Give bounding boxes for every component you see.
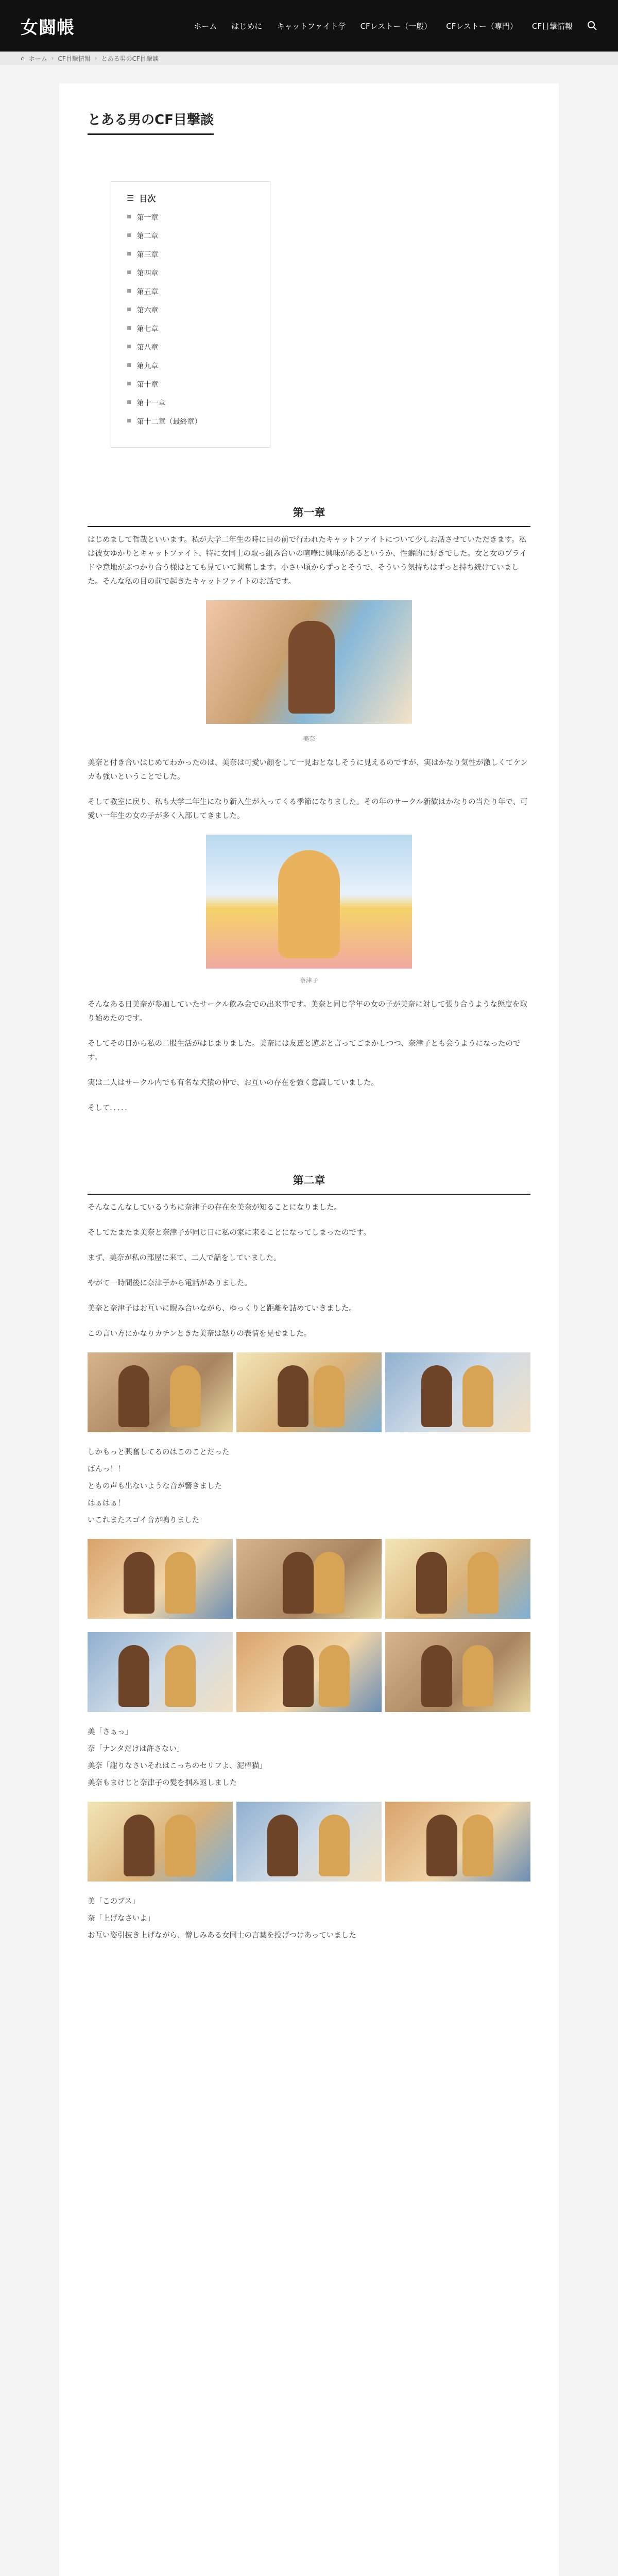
paragraph: 美奈と付き合いはじめてわかったのは、美奈は可愛い顔をして一見おとなしそうに見えるのですが、実はかなり気性が激しくてケンカも強いということでした。 <box>88 759 528 781</box>
toc-item[interactable] <box>127 286 254 297</box>
dialogue-line: 美「このブス」 <box>88 1897 140 1906</box>
article <box>59 83 559 2576</box>
toc-item[interactable] <box>127 342 254 352</box>
toc-item-label: 第十二章（最終章） <box>136 418 202 426</box>
toc-item[interactable] <box>127 268 254 278</box>
page-title: とある男のCF目撃談 <box>88 109 214 135</box>
paragraph: やがて一時間後に奈津子から電話がありました。 <box>88 1279 252 1287</box>
image-row <box>88 1539 530 1619</box>
scene-image <box>236 1539 382 1619</box>
scene-image <box>236 1802 382 1882</box>
bullet-icon: ▪ <box>127 305 132 313</box>
dialogue-line: 美「さぁっ」 <box>88 1728 132 1736</box>
search-icon[interactable] <box>587 21 597 31</box>
paragraph: はじめまして哲哉といいます。私が大学二年生の時に目の前で行われたキャットファイトについて少しお話させていただきます。私は彼女ゆかりとキャットファイト、特に女同士の取っ組み合いの喧嘩に興味があるというか、性癖的に好きでした。女と女のプライドや意地がぶつかり合う様はとても見ていて興奮します。小さい頃からずっとそうで、そういう気持ちはずっと持ち続けていました。そんな私の目の前で起きたキャットファイトのお話です。 <box>88 536 527 586</box>
image-row <box>88 1632 530 1712</box>
site-logo[interactable]: 女闘帳 <box>21 17 75 38</box>
toc-item-label: 第二章 <box>136 232 159 241</box>
dialogue-line: はぁはぁ！ <box>88 1499 125 1507</box>
bullet-icon: ▪ <box>127 268 132 276</box>
paragraph: 実は二人はサークル内でも有名な犬猿の仲で、お互いの存在を強く意識していました。 <box>88 1079 379 1087</box>
paragraph: そんなこんなしているうちに奈津子の存在を美奈が知ることになりました。 <box>88 1204 341 1212</box>
toc-item[interactable] <box>127 324 254 334</box>
toc-title-label: 目次 <box>139 194 156 204</box>
toc-item[interactable] <box>127 231 254 241</box>
dialogue-line: ともの声も出ないような音が響きました <box>88 1482 222 1490</box>
toc-item[interactable] <box>127 249 254 260</box>
paragraph: そして．．．．． <box>88 1104 132 1112</box>
paragraph: そんなある日美奈が参加していたサークル飲み会での出来事です。美奈と同じ学年の女の子が美奈に対して張り合うような態度を取り始めたのです。 <box>88 1001 527 1023</box>
home-icon: ⌂ <box>21 55 25 62</box>
toc-item-label: 第九章 <box>136 362 159 370</box>
paragraph: そして教室に戻り、私も大学二年生になり新入生が入ってくる季節になりました。その年のサークル新歓はかなりの当たり年で、可愛い一年生の女の子が多く入部してきました。 <box>88 798 528 820</box>
scene-image <box>385 1802 530 1882</box>
paragraph: そしてその日から私の二股生活がはじまりました。美奈には友達と遊ぶと言ってごまかしつつ、奈津子とも会うようになったのです。 <box>88 1040 521 1062</box>
dialogue-line: ばんっ！！ <box>88 1465 125 1473</box>
toc-title <box>127 192 254 204</box>
nav-home[interactable]: ホーム <box>194 21 217 31</box>
toc-item-label: 第四章 <box>136 269 159 278</box>
dialogue-line: いこれまたスゴイ音が鳴りました <box>88 1516 200 1524</box>
scene-image <box>236 1352 382 1432</box>
dialogue-line: お互い姿引抜き上げながら、憎しみある女同士の言葉を投げつけあっていました <box>88 1931 356 1940</box>
dialogue-line: 美奈もまけじと奈津子の髪を掴み返しました <box>88 1779 237 1787</box>
paragraph: この言い方にかなりカチンときた美奈は怒りの表情を見せました。 <box>88 1330 312 1338</box>
chapter-heading: 第一章 <box>88 504 530 520</box>
scene-image <box>385 1632 530 1712</box>
bullet-icon: ▪ <box>127 379 132 387</box>
paragraph: 美奈と奈津子はお互いに睨み合いながら、ゆっくりと距離を詰めていきました。 <box>88 1304 356 1313</box>
scene-image <box>88 1802 233 1882</box>
scene-image <box>385 1539 530 1619</box>
list-icon: ☰ <box>127 193 134 203</box>
image-caption: 美奈 <box>302 735 315 742</box>
scene-image <box>88 1539 233 1619</box>
toc-item-label: 第七章 <box>136 325 159 333</box>
toc-item[interactable] <box>127 416 254 427</box>
bullet-icon: ▪ <box>127 324 132 332</box>
bullet-icon: ▪ <box>127 342 132 350</box>
breadcrumb-current: とある男のCF目撃談 <box>101 55 159 62</box>
illustration-natsuko <box>206 835 412 969</box>
toc-item[interactable] <box>127 361 254 371</box>
image-caption: 奈津子 <box>299 977 318 984</box>
toc-item[interactable] <box>127 212 254 223</box>
image-row <box>88 1802 530 1882</box>
chapter-heading: 第二章 <box>88 1172 530 1188</box>
breadcrumb-separator: › <box>51 55 54 62</box>
scene-image <box>88 1632 233 1712</box>
paragraph: まず、美奈が私の部屋に来て、二人で話をしていました。 <box>88 1254 281 1262</box>
toc-item[interactable] <box>127 305 254 315</box>
breadcrumb <box>0 52 618 65</box>
bullet-icon: ▪ <box>127 286 132 295</box>
bullet-icon: ▪ <box>127 361 132 369</box>
nav-report-general[interactable]: CFレストー（一般） <box>360 21 432 31</box>
toc-item-label: 第十一章 <box>136 399 166 408</box>
nav-intro[interactable]: はじめに <box>231 21 263 31</box>
dialogue-line: 美奈「謝りなさいそれはこっちのセリフよ、泥棒猫」 <box>88 1762 267 1770</box>
toc-item-label: 第十章 <box>136 381 159 389</box>
main-nav <box>194 21 597 31</box>
scene-image <box>88 1352 233 1432</box>
image-row <box>88 1352 530 1432</box>
toc-item-label: 第八章 <box>136 344 159 352</box>
bullet-icon: ▪ <box>127 249 132 258</box>
bullet-icon: ▪ <box>127 416 132 425</box>
toc-item-label: 第六章 <box>136 307 159 315</box>
bullet-icon: ▪ <box>127 212 132 221</box>
table-of-contents <box>111 181 270 448</box>
paragraph: そしてたまたま美奈と奈津子が同じ日に私の家に来ることになってしまったのです。 <box>88 1229 371 1237</box>
toc-item-label: 第五章 <box>136 288 159 296</box>
illustration-mina <box>206 600 412 724</box>
toc-item-label: 第一章 <box>136 214 159 222</box>
bullet-icon: ▪ <box>127 231 132 239</box>
nav-cf-sightings[interactable]: CF目撃情報 <box>531 21 573 31</box>
scene-image <box>385 1352 530 1432</box>
bullet-icon: ▪ <box>127 398 132 406</box>
nav-catfight-studies[interactable]: キャットファイト学 <box>277 21 346 31</box>
dialogue-line: しかもっと興奮してるのはこのことだった <box>88 1448 230 1456</box>
scene-image <box>236 1632 382 1712</box>
breadcrumb-category[interactable]: CF目撃情報 <box>58 55 91 62</box>
dialogue-line: 奈「ナンタだけは許さない」 <box>88 1745 184 1753</box>
site-header <box>0 0 618 52</box>
dialogue-line: 奈「上げなさいよ」 <box>88 1914 155 1923</box>
breadcrumb-home[interactable]: ホーム <box>28 55 47 62</box>
nav-report-special[interactable]: CFレストー（専門） <box>446 21 518 31</box>
breadcrumb-separator: › <box>94 55 97 62</box>
toc-item[interactable] <box>127 398 254 408</box>
toc-item[interactable] <box>127 379 254 389</box>
toc-item-label: 第三章 <box>136 251 159 259</box>
